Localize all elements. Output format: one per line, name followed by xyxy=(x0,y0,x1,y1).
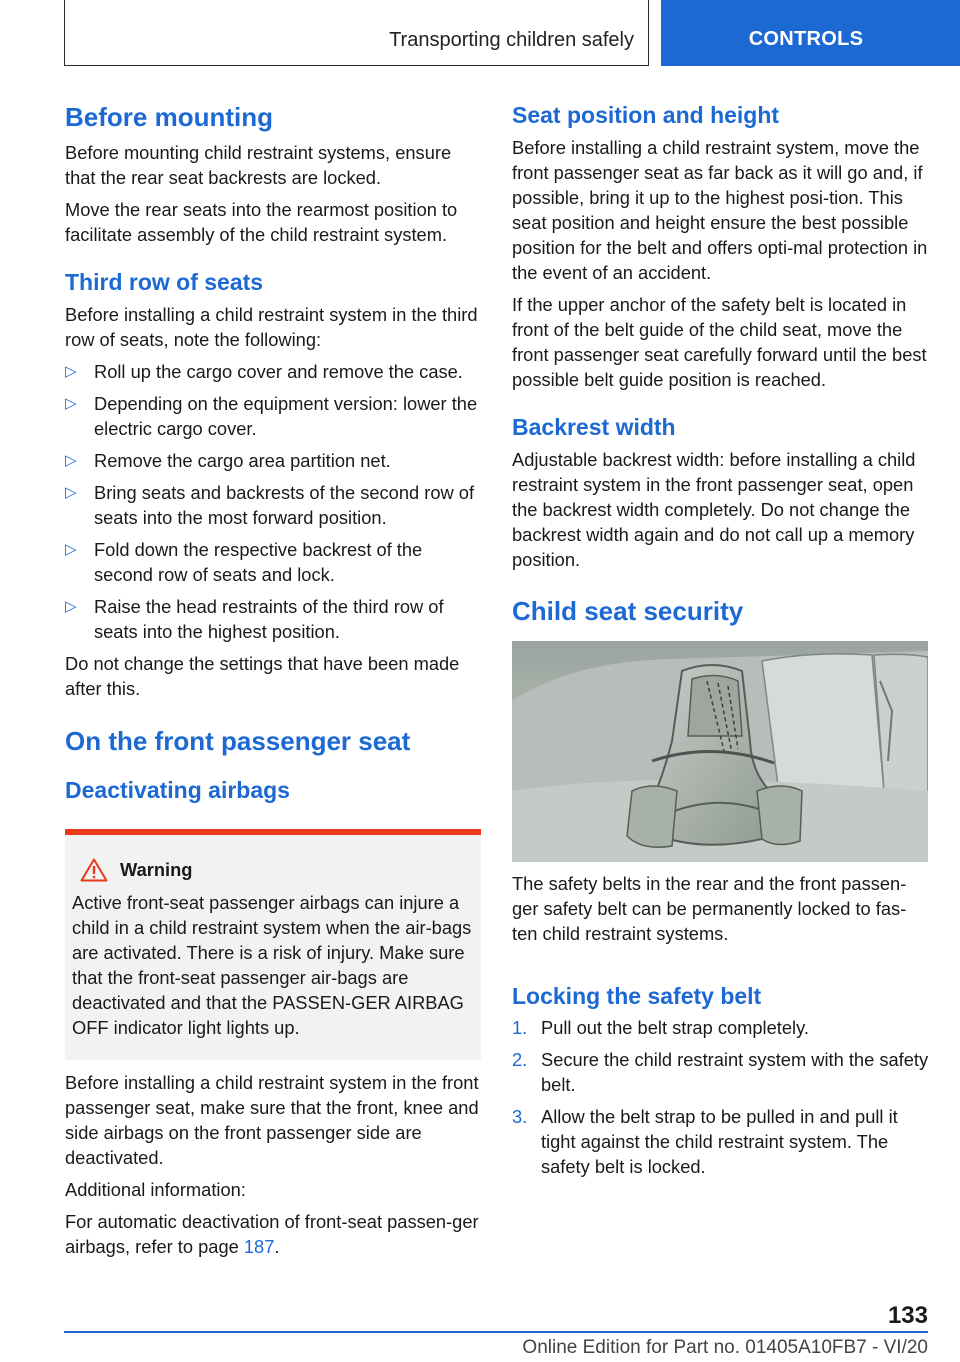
header-section-box xyxy=(64,0,649,66)
triangle-right-icon: ▷ xyxy=(65,484,77,501)
front-passenger-p1: Before installing a child restraint system in the front passenger seat, make sure that the front, knee and side airbags on the front passenger side are deactivated. xyxy=(65,1072,479,1168)
front-passenger-p3: For automatic deactivation of front-seat passen-ger airbags, refer to page 187. xyxy=(65,1211,479,1257)
list-item: 1. Pull out the belt strap completely. xyxy=(512,1017,809,1038)
heading-third-row: Third row of seats xyxy=(65,269,264,295)
list-item: ▷ Bring seats and backrests of the second row of seats into the most forward position. xyxy=(65,482,475,528)
list-item: ▷ Fold down the respective backrest of the second row of seats and lock. xyxy=(65,539,423,585)
before-mounting-p2: Move the rear seats into the rearmost position to facilitate assembly of the child restraint system. xyxy=(65,199,458,245)
list-item: 3. Allow the belt strap to be pulled in and pull it tight against the child restraint system. The safety belt is locked. xyxy=(512,1106,898,1177)
locking-steps-list xyxy=(512,1015,930,1179)
warning-box xyxy=(65,829,481,1060)
before-mounting-p1: Before mounting child restraint systems, ensure that the rear seat backrests are locked. xyxy=(65,142,452,188)
triangle-right-icon: ▷ xyxy=(65,541,77,558)
list-item: ▷ Raise the head restraints of the third row of seats into the highest position. xyxy=(65,596,444,642)
heading-seat-position: Seat position and height xyxy=(512,102,780,128)
backrest-p1: Adjustable backrest width: before installing a child restraint system in the front passenger seat, open the backrest width completely. Do not change the backrest width again and do not call up a memory position. xyxy=(512,449,916,570)
triangle-right-icon: ▷ xyxy=(65,363,77,380)
third-row-after: Do not change the settings that have been made after this. xyxy=(65,653,460,699)
footer-edition: Online Edition for Part no. 01405A10FB7 - VI/20 xyxy=(522,1337,928,1358)
list-item: ▷ Remove the cargo area partition net. xyxy=(65,450,391,471)
heading-child-seat-security: Child seat security xyxy=(512,596,744,626)
list-item: ▷ Roll up the cargo cover and remove the case. xyxy=(65,361,463,382)
seat-position-p1: Before installing a child restraint system, move the front passenger seat as far back as it will go and, if possible, bring it up to the highest posi-tion. This seat position and height ensure the best possible position for the belt and offers opti-mal protection in the event of an accident. xyxy=(512,137,928,283)
header-section-title: Transporting children safely xyxy=(389,29,634,51)
header-chapter-tab[interactable] xyxy=(661,0,960,66)
triangle-right-icon: ▷ xyxy=(65,452,77,469)
list-item: ▷ Depending on the equipment version: lower the electric cargo cover. xyxy=(65,393,478,439)
footer-divider xyxy=(64,1331,928,1333)
third-row-intro: Before installing a child restraint system in the third row of seats, note the following: xyxy=(65,304,478,350)
warning-title: Warning xyxy=(72,857,473,882)
right-column xyxy=(512,100,930,1179)
seat-position-p2: If the upper anchor of the safety belt is located in front of the belt guide of the child seat, move the front passenger seat carefully forward until the best possible belt guide position is reached. xyxy=(512,294,927,390)
child-seat-security-p1: The safety belts in the rear and the front passen-ger safety belt can be permanently locked to fas-ten child restraint systems. xyxy=(512,873,907,944)
header-chapter-label: CONTROLS xyxy=(748,28,864,50)
left-column xyxy=(65,100,481,1259)
heading-front-passenger: On the front passenger seat xyxy=(65,726,411,756)
heading-deactivating-airbags: Deactivating airbags xyxy=(65,777,290,803)
page-number: 133 xyxy=(887,1302,928,1329)
child-seat-photo xyxy=(512,641,928,862)
warning-triangle-icon xyxy=(80,858,108,882)
front-passenger-p2: Additional information: xyxy=(65,1179,246,1200)
warning-text: Active front-seat passenger airbags can injure a child in a child restraint system when the air-bags are activated. There is a risk of injury. Make sure that the front-seat passenger air-bags are deactivated and that the PASSEN-GER AIRBAG OFF indicator light lights up. xyxy=(72,892,472,1038)
heading-before-mounting: Before mounting xyxy=(65,102,273,132)
triangle-right-icon: ▷ xyxy=(65,395,77,412)
heading-locking-belt: Locking the safety belt xyxy=(512,983,762,1009)
list-item: 2. Secure the child restraint system with the safety belt. xyxy=(512,1049,929,1095)
page-link-187[interactable]: 187 xyxy=(243,1236,275,1257)
third-row-bullet-list xyxy=(65,359,481,644)
triangle-right-icon: ▷ xyxy=(65,598,77,615)
heading-backrest-width: Backrest width xyxy=(512,414,676,440)
